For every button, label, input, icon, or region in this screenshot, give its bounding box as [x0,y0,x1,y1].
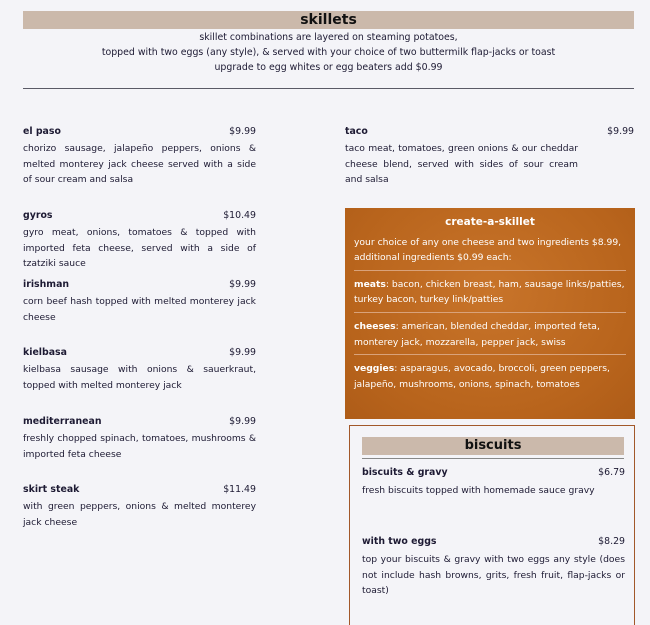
item-description: chorizo sausage, jalapeño peppers, onions & melted monterey jack cheese served with a side of sour cream and salsa [23,143,256,186]
item-price: $8.29 [598,536,625,547]
veggies-list: : asparagus, avocado, broccoli, green peppers, jalapeño, mushrooms, onions, spinach, tomatoes [354,363,610,390]
section-divider [23,88,634,89]
item-price: $9.99 [229,126,256,137]
item-name: kielbasa [23,347,67,358]
menu-item-skirt-steak [23,484,256,530]
item-price: $9.99 [229,416,256,427]
panel-divider [354,270,626,271]
cheeses-list: : american, blended cheddar, imported feta, monterey jack, mozzarella, pepper jack, swiss [354,320,600,348]
item-name: taco [345,126,368,137]
item-description: taco meat, tomatoes, green onions & our cheddar cheese blend, served with sides of sour cream and salsa [345,143,578,186]
item-price: $6.79 [598,467,625,478]
item-name: mediterranean [23,416,102,427]
menu-item-el-paso [23,126,256,188]
intro-line: topped with two eggs (any style), & served with your choice of two buttermilk flap-jacks or toast [101,47,556,58]
intro-line: upgrade to egg whites or egg beaters add $0.99 [214,62,443,73]
item-name: biscuits & gravy [362,467,448,478]
item-description: fresh biscuits topped with homemade sauce gravy [362,485,595,496]
item-price: $9.99 [229,347,256,358]
menu-item-taco [345,126,634,188]
cheeses-label: cheeses [354,320,396,332]
skillets-heading: skillets [23,11,634,29]
panel-divider [354,312,626,313]
meats-options [345,277,635,308]
item-name: gyros [23,210,53,221]
intro-line: skillet combinations are layered on steaming potatoes, [199,32,458,43]
create-a-skillet-title: create-a-skillet [445,216,535,228]
menu-item-biscuits-gravy [362,467,625,499]
veggies-options [345,361,635,392]
skillets-intro [23,30,634,75]
panel-divider [354,354,626,355]
biscuits-box [349,425,635,625]
item-description: with green peppers, onions & melted monterey jack cheese [23,501,256,528]
create-a-skillet-panel [345,208,635,419]
item-description: freshly chopped spinach, tomatoes, mushrooms & imported feta cheese [23,433,256,460]
item-description: kielbasa sausage with onions & sauerkraut, topped with melted monterey jack [23,364,256,391]
menu-item-with-two-eggs [362,536,625,599]
meats-list: : bacon, chicken breast, ham, sausage links/patties, turkey bacon, turkey link/patties [354,278,625,306]
menu-item-irishman [23,279,256,325]
menu-item-mediterranean [23,416,256,462]
item-description: corn beef hash topped with melted monterey jack cheese [23,296,256,323]
create-a-skillet-intro: your choice of any one cheese and two ingredients $8.99, additional ingredients $0.99 each: [354,236,622,264]
item-price: $10.49 [223,210,256,221]
item-name: irishman [23,279,70,290]
item-description: gyro meat, onions, tomatoes & topped with imported feta cheese, served with a side of tzatziki sauce [23,227,256,270]
menu-item-kielbasa [23,347,256,393]
biscuits-underline [362,458,624,459]
item-name: el paso [23,126,61,137]
biscuits-heading: biscuits [362,437,624,455]
item-name: with two eggs [362,536,437,547]
veggies-label: veggies [354,363,395,375]
item-price: $9.99 [607,126,634,137]
cheeses-options [345,319,635,350]
meats-label: meats [354,278,386,290]
item-name: skirt steak [23,484,80,495]
item-price: $11.49 [223,484,256,495]
menu-item-gyros [23,210,256,272]
item-price: $9.99 [229,279,256,290]
item-description: top your biscuits & gravy with two eggs any style (does not include hash browns, grits, fresh fruit, flap-jacks or toast) [362,554,625,597]
